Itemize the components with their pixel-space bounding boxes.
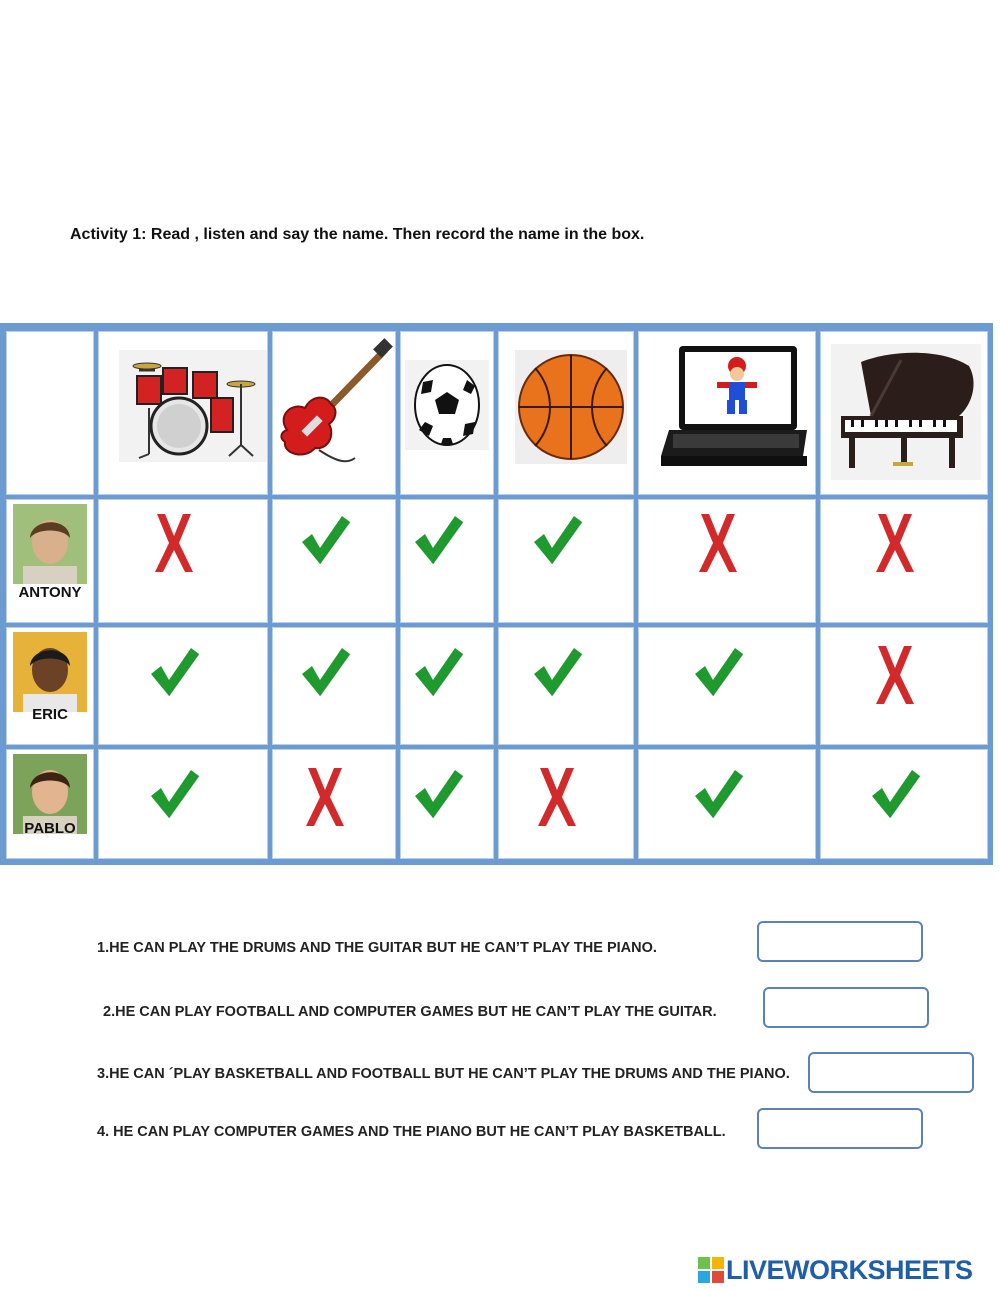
check-mark-icon (530, 644, 584, 705)
mark-cell (638, 627, 816, 745)
check-mark-icon (411, 766, 465, 827)
mark-cell (400, 499, 494, 623)
logo-text: LIVEWORKSHEETS (726, 1254, 973, 1285)
logo-blocks-icon (698, 1257, 724, 1283)
mark-cell (498, 499, 634, 623)
check-mark-icon (147, 766, 201, 827)
mark-cell (498, 749, 634, 859)
student-name: PABLO (24, 820, 76, 837)
student-cell-eric (6, 627, 94, 745)
answer-box-2[interactable] (763, 987, 929, 1028)
mark-cell (400, 627, 494, 745)
student-name: ERIC (32, 706, 68, 723)
laptop-game-icon (659, 344, 807, 472)
mark-cell (498, 627, 634, 745)
liveworksheets-logo (698, 1255, 973, 1285)
cross-mark-icon (151, 512, 197, 579)
activity-instruction: Activity 1: Read , listen and say the name. Then record the name in the box. (70, 226, 645, 243)
electric-guitar-icon (277, 338, 393, 468)
question-text-1: 1.HE CAN PLAY THE DRUMS AND THE GUITAR BUT HE CAN’T PLAY THE PIANO. (97, 940, 657, 956)
col-header-football (400, 331, 494, 495)
check-mark-icon (691, 644, 745, 705)
cross-mark-icon (872, 644, 918, 711)
mark-cell (638, 499, 816, 623)
mark-cell (98, 499, 268, 623)
cross-mark-icon (695, 512, 741, 579)
student-photo (13, 632, 87, 712)
check-mark-icon (298, 512, 352, 573)
student-cell-pablo (6, 749, 94, 859)
check-mark-icon (411, 512, 465, 573)
question-text-4: 4. HE CAN PLAY COMPUTER GAMES AND THE PIANO BUT HE CAN’T PLAY BASKETBALL. (97, 1124, 726, 1140)
cross-mark-icon (872, 512, 918, 579)
answer-box-3[interactable] (808, 1052, 974, 1093)
mark-cell (98, 627, 268, 745)
check-mark-icon (147, 644, 201, 705)
mark-cell (820, 749, 988, 859)
question-text-2: 2.HE CAN PLAY FOOTBALL AND COMPUTER GAMES BUT HE CAN’T PLAY THE GUITAR. (103, 1004, 717, 1020)
student-photo (13, 504, 87, 584)
answer-box-4[interactable] (757, 1108, 923, 1149)
col-header-computer-games (638, 331, 816, 495)
grand-piano-icon (831, 344, 981, 480)
student-name: ANTONY (18, 584, 82, 601)
soccer-ball-icon (405, 360, 489, 450)
check-mark-icon (411, 644, 465, 705)
cross-mark-icon (534, 766, 580, 833)
question-text-3: 3.HE CAN ´PLAY BASKETBALL AND FOOTBALL BUT HE CAN’T PLAY THE DRUMS AND THE PIANO. (97, 1066, 790, 1082)
mark-cell (820, 499, 988, 623)
corner-cell (6, 331, 94, 495)
drum-kit-icon (119, 350, 267, 462)
check-mark-icon (868, 766, 922, 827)
mark-cell (400, 749, 494, 859)
check-mark-icon (691, 766, 745, 827)
answer-box-1[interactable] (757, 921, 923, 962)
cross-mark-icon (302, 766, 348, 833)
mark-cell (272, 749, 396, 859)
col-header-drums (98, 331, 268, 495)
basketball-icon (515, 350, 627, 464)
col-header-basketball (498, 331, 634, 495)
check-mark-icon (530, 512, 584, 573)
col-header-guitar (272, 331, 396, 495)
mark-cell (272, 499, 396, 623)
student-cell-antony (6, 499, 94, 623)
mark-cell (638, 749, 816, 859)
ability-table (0, 323, 993, 865)
col-header-piano (820, 331, 988, 495)
check-mark-icon (298, 644, 352, 705)
mark-cell (98, 749, 268, 859)
mark-cell (820, 627, 988, 745)
mark-cell (272, 627, 396, 745)
